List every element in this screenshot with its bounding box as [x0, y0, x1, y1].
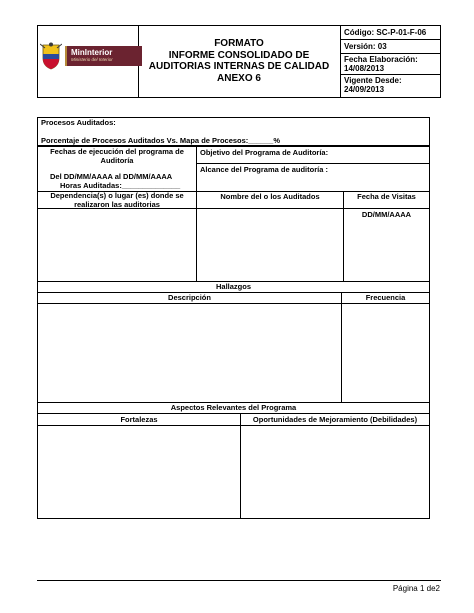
- header-row-divider: [340, 39, 440, 40]
- del-al-field: Del DD/MM/AAAA al DD/MM/AAAA: [50, 172, 173, 181]
- frecuencia-label: Frecuencia: [365, 293, 406, 302]
- colombia-crest-icon: [40, 42, 62, 70]
- descripcion-label: Descripción: [168, 293, 211, 302]
- fecha-visitas-label: Fecha de Visitas: [357, 192, 416, 201]
- footer-divider: [37, 580, 441, 581]
- oportunidades-body[interactable]: [240, 425, 430, 519]
- alcance-label: Alcance del Programa de auditoría :: [200, 165, 328, 174]
- fortalezas-body[interactable]: [37, 425, 241, 519]
- brand-banner: [65, 46, 142, 66]
- hallazgos-label: Hallazgos: [215, 282, 251, 291]
- document-title: [138, 38, 340, 84]
- fecha-visitas-body[interactable]: [343, 208, 430, 282]
- mininterior-logo: [38, 42, 140, 70]
- header-row-divider: [340, 74, 440, 75]
- fecha-elaboracion-label: Fecha Elaboración:: [344, 55, 418, 64]
- nombre-auditados-body[interactable]: [196, 208, 344, 282]
- version-label: Versión: 03: [344, 42, 387, 51]
- fechas-ejecucion-line: Auditoría: [100, 156, 134, 165]
- fecha-elaboracion-value: 14/08/2013: [344, 64, 385, 73]
- header-divider: [340, 26, 341, 97]
- title-line: INFORME CONSOLIDADO DE: [168, 49, 310, 61]
- codigo-label: Código: SC-P-01-F-06: [344, 28, 427, 37]
- objetivo-label: Objetivo del Programa de Auditoría:: [200, 148, 329, 157]
- fortalezas-label: Fortalezas: [120, 415, 158, 424]
- title-line: AUDITORIAS INTERNAS DE CALIDAD: [148, 61, 330, 72]
- dependencias-line: Dependencia(s) o lugar (es) donde se: [50, 191, 184, 200]
- title-line: ANEXO 6: [217, 72, 261, 84]
- title-line: FORMATO: [214, 38, 264, 49]
- procesos-auditados-label: Procesos Auditados:: [41, 118, 116, 127]
- dependencias-line: realizaron las auditorias: [74, 200, 160, 209]
- fechas-ejecucion-label: [40, 147, 194, 165]
- aspectos-label: Aspectos Relevantes del Programa: [170, 403, 297, 412]
- page-number: Página 1 de2: [392, 584, 440, 593]
- dependencias-label: [38, 191, 196, 209]
- fecha-formato-label: DD/MM/AAAA: [361, 210, 412, 219]
- vigente-label: Vigente Desde:: [344, 76, 402, 85]
- oportunidades-label: Oportunidades de Mejoramiento (Debilidades): [252, 415, 418, 424]
- fechas-ejecucion-line: Fechas de ejecución del programa de: [50, 147, 184, 156]
- dependencias-body[interactable]: [37, 208, 197, 282]
- brand-name: MinInterior: [71, 48, 113, 57]
- porcentaje-label: Porcentaje de Procesos Auditados Vs. Mapa de Procesos:______%: [41, 136, 280, 145]
- descripcion-body[interactable]: [37, 303, 342, 403]
- frecuencia-body[interactable]: [341, 303, 430, 403]
- vigente-value: 24/09/2013: [344, 85, 385, 94]
- brand-tagline: Ministerio del Interior: [71, 57, 113, 62]
- nombre-auditados-label: Nombre del o los Auditados: [220, 192, 320, 201]
- horas-auditadas-field: Horas Auditadas:______________: [60, 181, 181, 190]
- header-row-divider: [340, 53, 440, 54]
